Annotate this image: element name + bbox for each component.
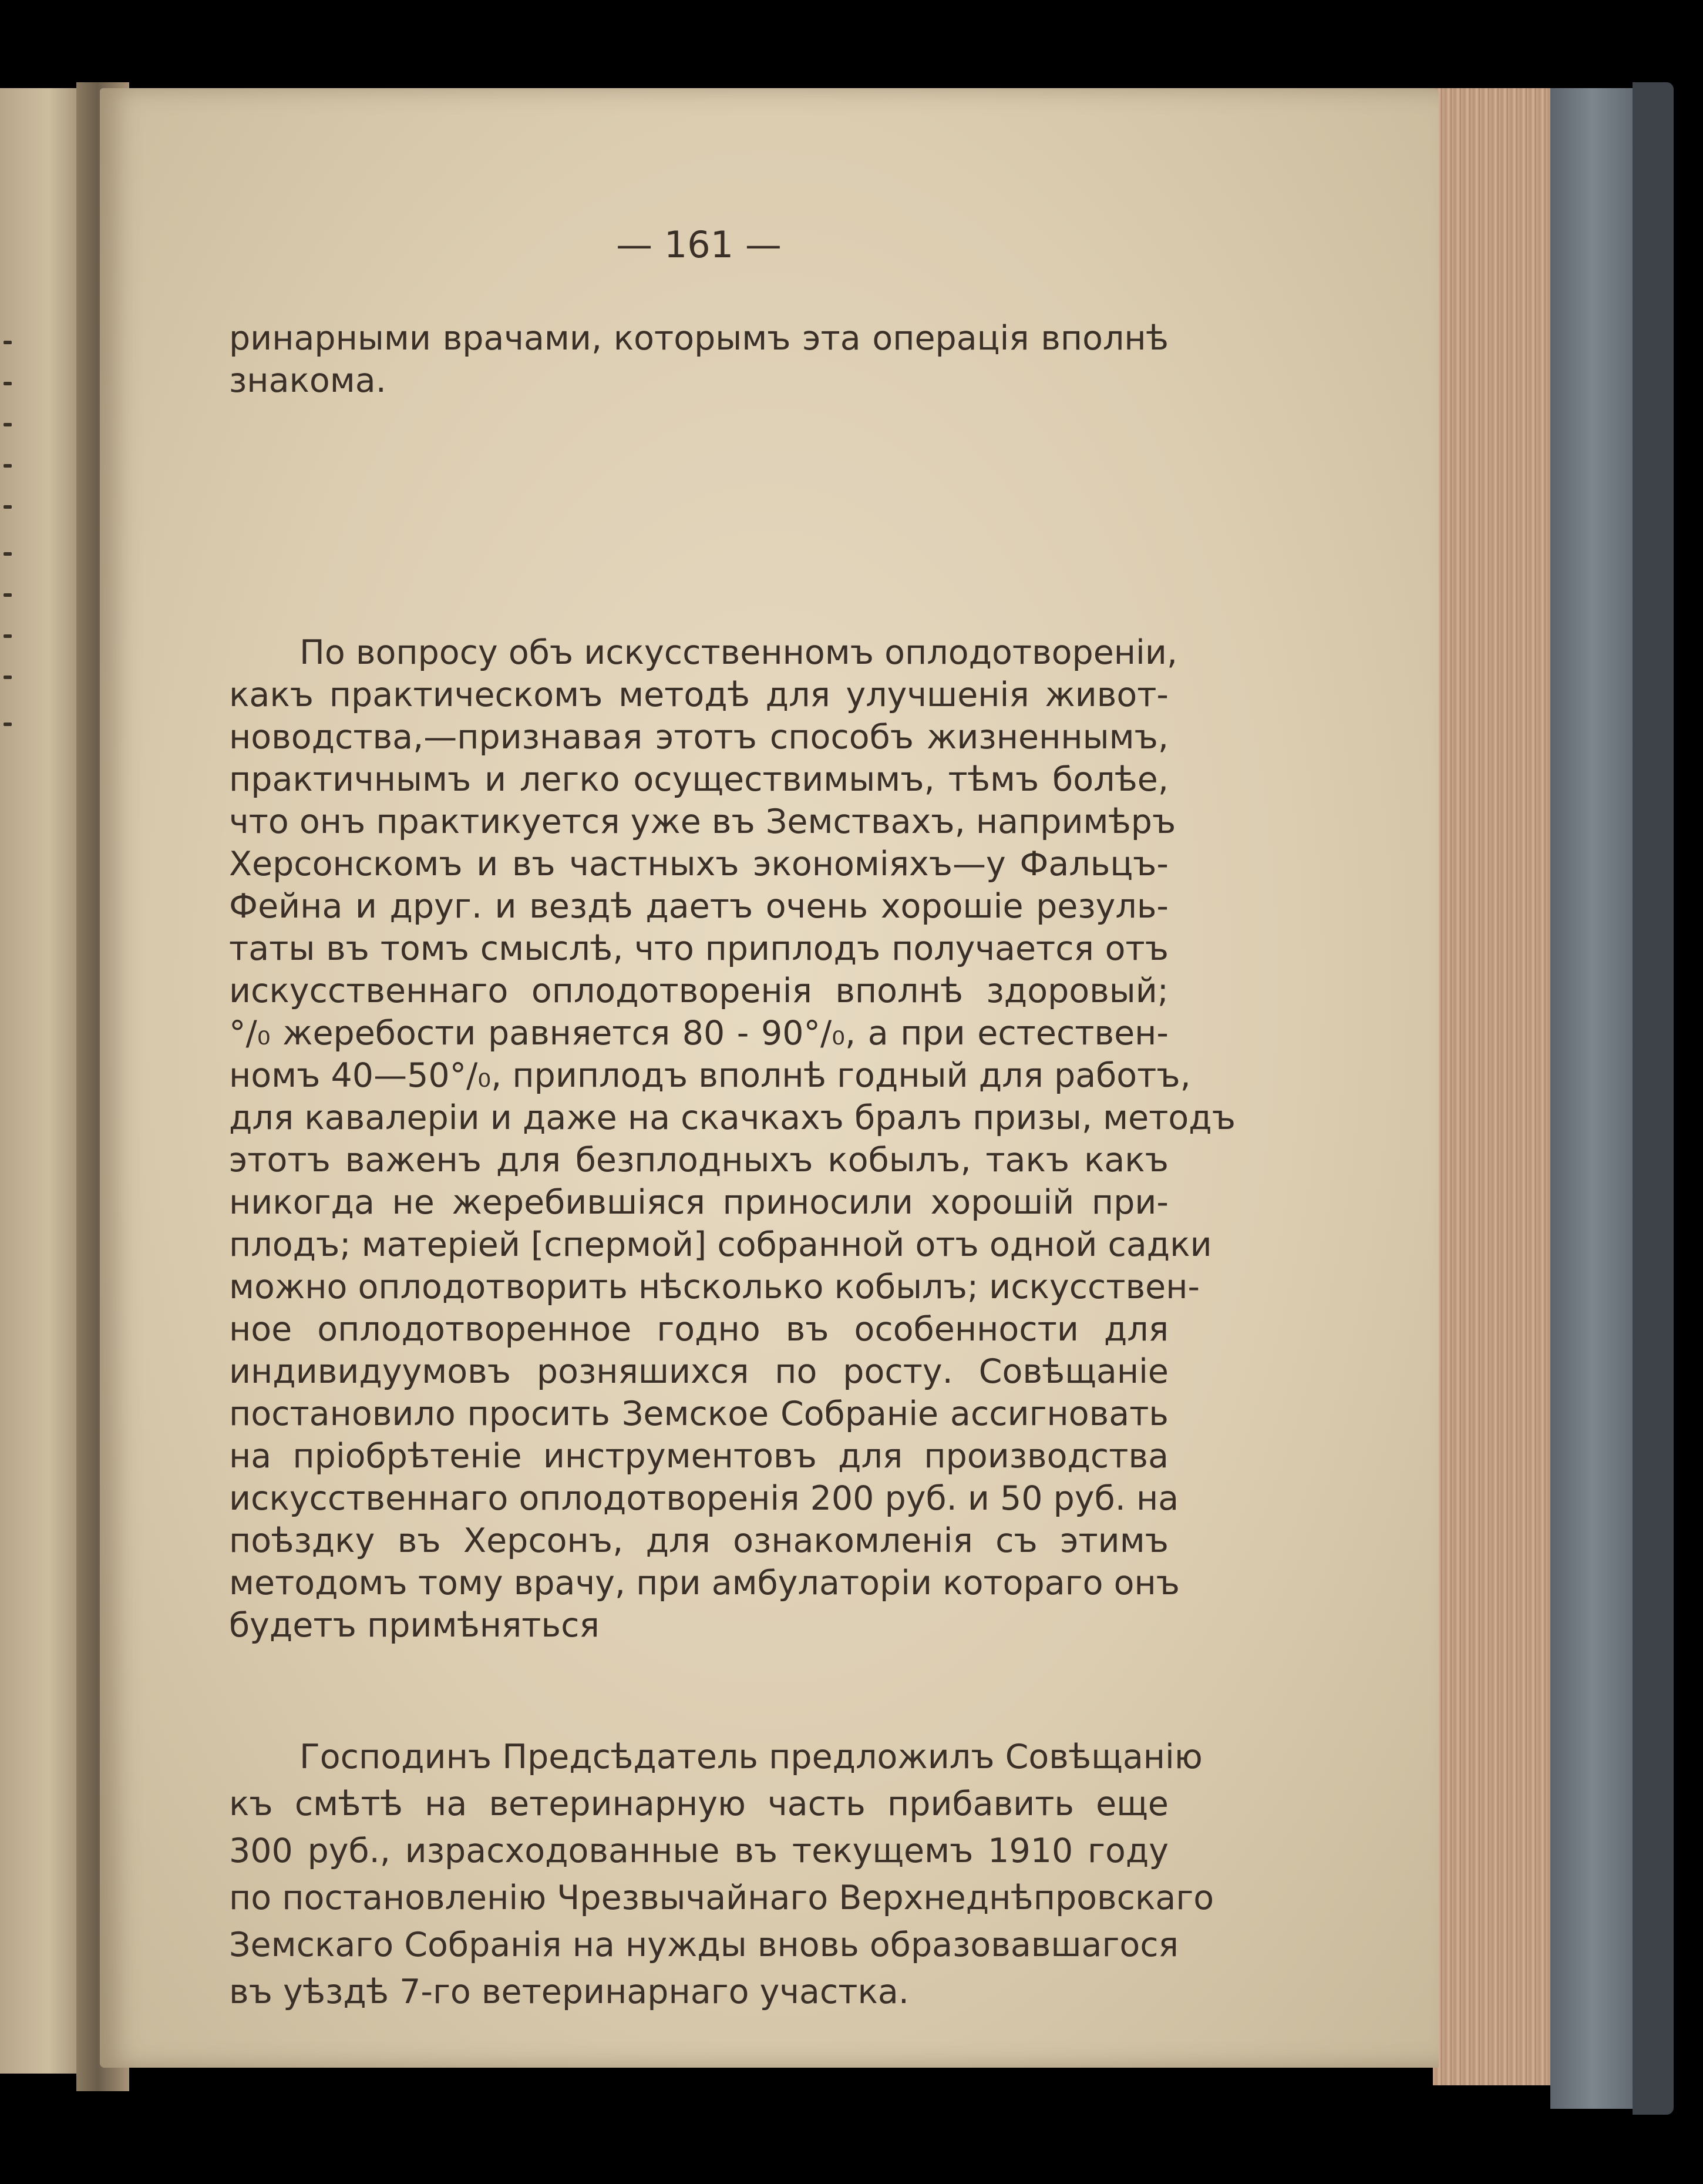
text-line: Господинъ Предсѣдатель предложилъ Совѣщанiю [299, 1738, 1203, 1776]
text-line: номъ 40—50°/₀, приплодъ вполнѣ годный для работъ, [229, 1056, 1191, 1095]
text-line: никогда не жеребившiяся приносили хорошiй при- [229, 1183, 1169, 1222]
text-line: для кавалерiи и даже на скачкахъ бралъ призы, методъ [229, 1098, 1236, 1137]
left-margin-mark [4, 593, 12, 597]
left-margin-mark [4, 464, 12, 468]
left-margin-mark [4, 505, 12, 509]
text-line: этотъ важенъ для безплодныхъ кобылъ, такъ какъ [229, 1141, 1169, 1180]
text-line: поѣздку въ Херсонъ, для ознакомленiя съ этимъ [229, 1521, 1169, 1560]
text-line: на прiобрѣтенiе инструментовъ для производства [229, 1437, 1169, 1476]
left-margin-mark [4, 341, 12, 344]
text-line: индивидуумовъ розняшихся по росту. Совѣщанiе [229, 1352, 1169, 1391]
text-line: Фейна и друг. и вездѣ даетъ очень хорошiе резуль- [229, 887, 1169, 926]
left-margin-mark [4, 552, 12, 556]
text-line: въ уѣздѣ 7-го ветеринарнаго участка. [229, 1973, 909, 2011]
text-line: по постановленiю Чрезвычайнаго Верхнеднѣпровскаго [229, 1879, 1214, 1917]
book-cover-edge [1633, 82, 1674, 2115]
page-number: — 161 — [616, 223, 782, 266]
left-margin-mark [4, 634, 12, 638]
text-line: Земскаго Собранiя на нужды вновь образовавшагося [229, 1926, 1179, 1964]
text-line: постановило просить Земское Собранiе ассигновать [229, 1395, 1169, 1433]
text-line: какъ практическомъ методѣ для улучшенiя живот- [229, 676, 1169, 714]
text-line: 300 руб., израсходованные въ текущемъ 1910 году [229, 1832, 1169, 1870]
text-line: къ смѣтѣ на ветеринарную часть прибавить еще [229, 1785, 1169, 1823]
text-line: можно оплодотворить нѣсколько кобылъ; искусствен- [229, 1268, 1200, 1306]
left-margin-mark [4, 676, 12, 679]
text-line: искусственнаго оплодотворенiя 200 руб. и 50 руб. на [229, 1479, 1179, 1518]
text-line: искусственнаго оплодотворенiя вполнѣ здоровый; [229, 972, 1169, 1010]
text-line: ное оплодотворенное годно въ особенности для [229, 1310, 1169, 1349]
text-line: практичнымъ и легко осуществимымъ, тѣмъ болѣе, [229, 760, 1169, 799]
text-line: ринарными врачами, которымъ эта операцiя вполнѣ [229, 319, 1169, 358]
text-line: что онъ практикуется уже въ Земствахъ, напримѣръ [229, 802, 1176, 841]
left-margin-mark [4, 423, 12, 426]
text-line: таты въ томъ смыслѣ, что приплодъ получается отъ [229, 929, 1169, 968]
text-line: знакома. [229, 361, 386, 400]
text-line: методомъ тому врачу, при амбулаторiи котораго онъ [229, 1564, 1180, 1602]
text-line: будетъ примѣняться [229, 1606, 600, 1645]
left-margin-mark [4, 382, 12, 385]
left-page-margin-text [0, 88, 23, 2074]
text-line: Херсонскомъ и въ частныхъ экономiяхъ—у Фальцъ- [229, 845, 1169, 883]
text-line: плодъ; матерiей [спермой] собранной отъ одной садки [229, 1225, 1212, 1264]
left-margin-mark [4, 723, 12, 726]
text-line: новодства,—признавая этотъ способъ жизненнымъ, [229, 718, 1169, 757]
text-line: По вопросу объ искусственномъ оплодотворенiи, [299, 633, 1178, 672]
text-line: °/₀ жеребости равняется 80 - 90°/₀, а при естествен- [229, 1014, 1169, 1053]
